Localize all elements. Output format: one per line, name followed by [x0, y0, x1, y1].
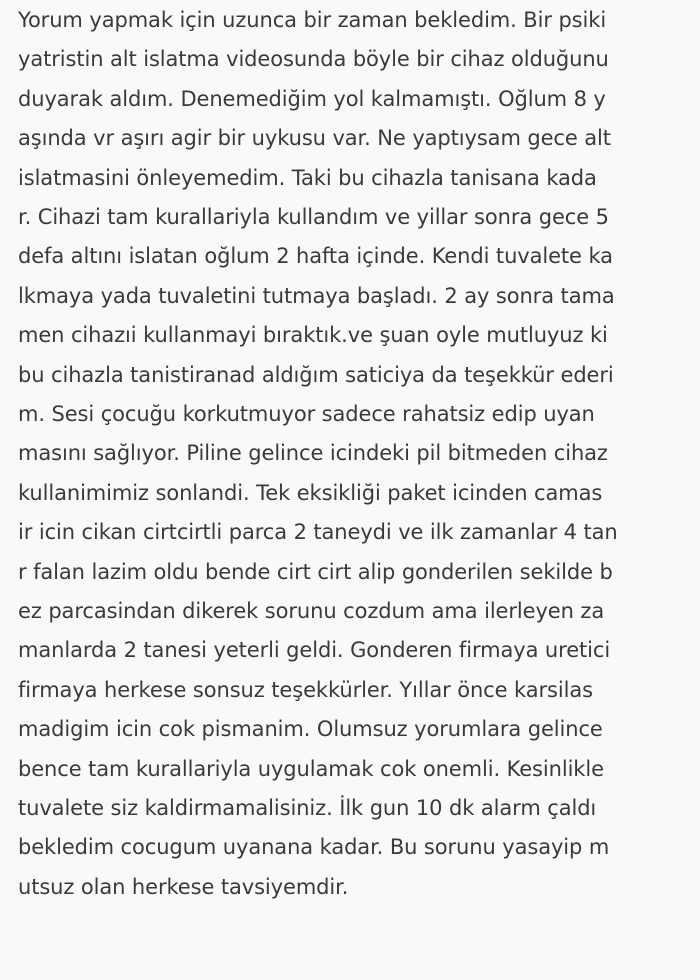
- review-line: tuvalete siz kaldirmamalisiniz. İlk gun 10 dk alarm çaldı: [18, 796, 597, 820]
- review-line: firmaya herkese sonsuz teşekkürler. Yıllar önce karsilas: [18, 677, 593, 702]
- review-line: ir icin cikan cirtcirtli parca 2 taneydi ve ilk zamanlar 4 tan: [18, 520, 618, 545]
- review-line: masını sağlıyor. Piline gelince icindeki pil bitmeden cihaz: [18, 441, 608, 466]
- review-line: bu cihazla tanistiranad aldığım saticiya da teşekkür ederi: [18, 362, 614, 387]
- review-line: islatmasini önleyemedim. Taki bu cihazla tanisana kada: [18, 165, 597, 190]
- review-line: bekledim cocugum uyanana kadar. Bu sorunu yasayip m: [18, 835, 610, 860]
- review-line: madigim icin cok pismanim. Olumsuz yorumlara gelince: [18, 717, 603, 742]
- review-line: yatristin alt islatma videosunda böyle bir cihaz olduğunu: [18, 47, 609, 72]
- review-line: r. Cihazi tam kurallariyla kullandım ve yillar sonra gece 5: [18, 205, 609, 229]
- review-line: bence tam kurallariyla uygulamak cok onemli. Kesinlikle: [18, 756, 604, 781]
- review-line: defa altını islatan oğlum 2 hafta içinde. Kendi tuvalete ka: [18, 244, 613, 269]
- review-line: Yorum yapmak için uzunca bir zaman bekledim. Bir psiki: [18, 8, 607, 32]
- review-line: lkmaya yada tuvaletini tutmaya başladı. 2 ay sonra tama: [18, 283, 615, 308]
- review-line: manlarda 2 tanesi yeterli geldi. Gonderen firmaya uretici: [18, 638, 611, 663]
- review-line: aşında vr aşırı agir bir uykusu var. Ne yaptıysam gece alt: [18, 126, 611, 151]
- review-line: kullanimimiz sonlandi. Tek eksikliği paket icinden camas: [18, 480, 603, 505]
- review-line: ez parcasindan dikerek sorunu cozdum ama ilerleyen za: [18, 599, 605, 623]
- review-line: utsuz olan herkese tavsiyemdir.: [18, 874, 349, 899]
- review-line: r falan lazim oldu bende cirt cirt alip gonderilen sekilde b: [18, 559, 613, 584]
- review-line: men cihazıi kullanmayi bıraktık.ve şuan oyle mutluyuz ki: [18, 323, 608, 348]
- review-line: m. Sesi çocuğu korkutmuyor sadece rahatsiz edip uyan: [18, 402, 595, 426]
- review-line: duyarak aldım. Denemediğim yol kalmamıştı. Oğlum 8 y: [18, 86, 606, 111]
